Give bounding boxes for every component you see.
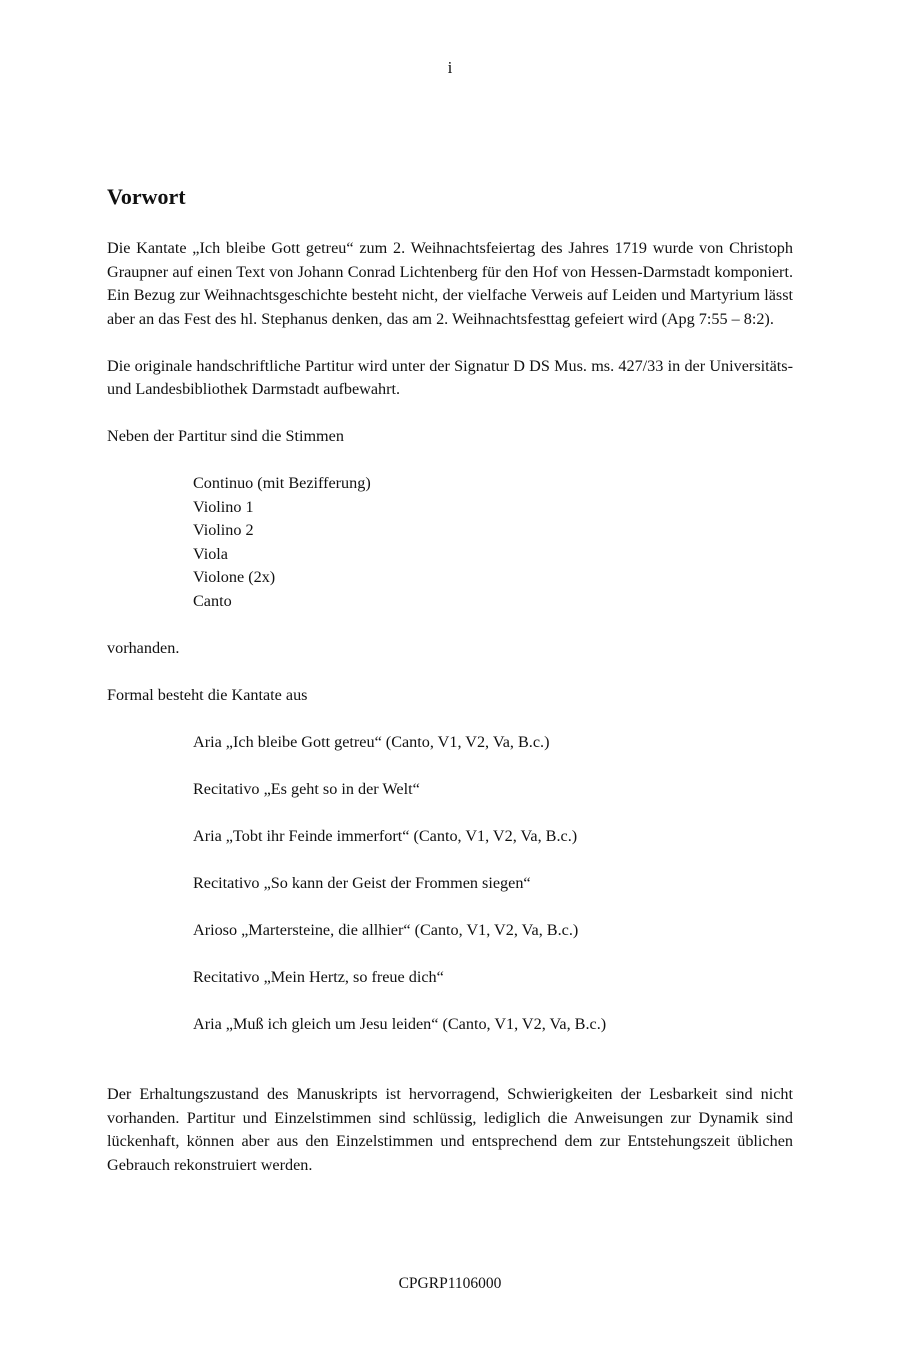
list-item: Continuo (mit Bezifferung): [193, 474, 371, 492]
parts-outro: vorhanden.: [107, 638, 180, 657]
movements-list: [193, 731, 793, 1037]
list-item: Violone (2x): [193, 568, 276, 586]
document-body: [107, 181, 793, 1177]
condition-paragraph: Der Erhaltungszustand des Manuskripts ist hervorragend, Schwierigkeiten der Lesbarkeit sind nicht vorhanden. Partitur und Einzelstimmen sind schlüssig, lediglich die Anweisungen zur Dynamik sind lückenhaft, können aber aus den Einzelstimmen und entsprechend dem zur Entstehungszeit üblichen Gebrauch rekonstruiert werden.: [107, 1085, 793, 1174]
list-item: Violino 2: [193, 521, 254, 539]
footer-catalog-number: CPGRP1106000: [398, 1275, 502, 1292]
list-item: Recitativo „Mein Hertz, so freue dich“: [193, 967, 444, 986]
list-item: Viola: [193, 544, 228, 563]
parts-list: [193, 472, 793, 613]
list-item: Recitativo „So kann der Geist der Frommen siegen“: [193, 873, 531, 892]
list-item: Aria „Ich bleibe Gott getreu“ (Canto, V1, V2, Va, B.c.): [193, 732, 550, 751]
page-number: i: [447, 58, 453, 77]
page-title: Vorwort: [107, 184, 186, 209]
list-item: Canto: [193, 591, 232, 610]
list-item: Arioso „Martersteine, die allhier“ (Canto, V1, V2, Va, B.c.): [193, 920, 579, 939]
list-item: Violino 1: [193, 497, 254, 516]
list-item: Aria „Muß ich gleich um Jesu leiden“ (Canto, V1, V2, Va, B.c.): [193, 1014, 607, 1033]
source-paragraph: Die originale handschriftliche Partitur wird unter der Signatur D DS Mus. ms. 427/33 in der Universitäts- und Landesbibliothek Darmstadt aufbewahrt.: [107, 356, 793, 398]
list-item: Recitativo „Es geht so in der Welt“: [193, 779, 420, 798]
parts-intro: Neben der Partitur sind die Stimmen: [107, 427, 344, 445]
list-item: Aria „Tobt ihr Feinde immerfort“ (Canto, V1, V2, Va, B.c.): [193, 826, 578, 845]
intro-paragraph: Die Kantate „Ich bleibe Gott getreu“ zum 2. Weihnachtsfeiertag des Jahres 1719 wurde von Christoph Graupner auf einen Text von Johann Conrad Lichtenberg für den Hof von Hessen-Darmstadt komponiert. Ein Bezug zur Weihnachtsgeschichte besteht nicht, der vielfache Verweis auf Leiden und Martyrium lässt aber an das Fest des hl. Stephanus denken, das am 2. Weihnachtsfesttag gefeiert wird (Apg 7:55 – 8:2).: [107, 239, 793, 328]
form-intro: Formal besteht die Kantate aus: [107, 685, 308, 704]
